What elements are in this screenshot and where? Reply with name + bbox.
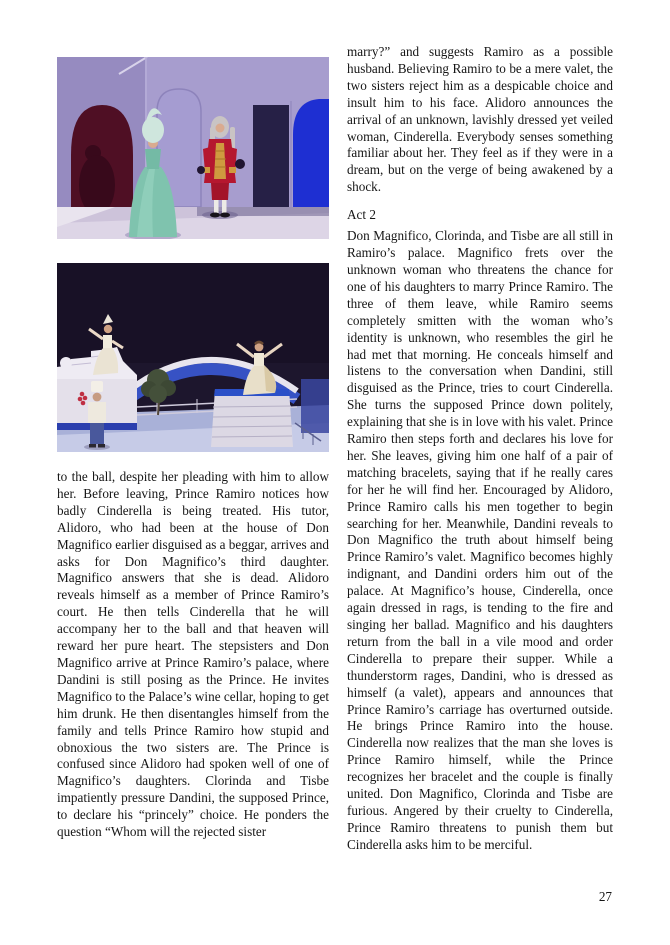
palace-scene-photo-illustration bbox=[57, 57, 329, 239]
right-column-paragraph-2: Don Magnifico, Clorinda, and Tisbe are all still in Ramiro’s palace. Magnifico frets over the unknown woman who threatens the chance for one of his daughters to marry Prince Ramiro. The three of them leave, while Ramiro seems completely smitten with the woman who’s identity is unknown, who resembles the girl he had met that morning. He conceals himself and listens to the conversation when Dandini, still disguised as the Prince, tries to court Cinderella. She turns the supposed Prince down politely, explaining that she is in love with his valet. Prince Ramiro then steps forth and declares his love for her. She leaves, giving him one half of a pair of matching bracelets, saying that if he really cares for her he will find her. Encouraged by Alidoro, Prince Ramiro calls his men together to begin searching for her. Meanwhile, Dandini reveals to Don Magnifico the truth about himself being Prince Ramiro’s valet. Magnifico becomes highly indignant, and Dandini orders him out of the palace. At Magnifico’s house, Cinderella, once again dressed in rags, is tending to the fire and singing her ballad. Magnifico and his daughters return from the ball in a vile mood and order Cinderella to prepare their supper. While a thunderstorm rages, Dandini, who is dressed as himself (a valet), appears and announces that Prince Ramiro’s carriage has overturned outside. He brings Prince Ramiro into the house. Cinderella now realizes that the man she loves is Prince Ramiro himself, while the Prince recognizes her bracelet and the couple is finally united. Don Magnifico, Clorinda and Tisbe are furious. Angered by their cruelty to Cinderella, Prince Ramiro threatens to punish them but Cinderella asks him to be merciful. bbox=[347, 228, 613, 852]
right-column bbox=[347, 44, 613, 854]
left-column-paragraph: to the ball, despite her pleading with him to allow her. Before leaving, Prince Ramiro notices how badly Cinderella is being treated. His tutor, Alidoro, who had been at the house of Don Magnifico earlier disguised as a beggar, arrives and asks for Don Magnifico’s third daughter. Magnifico answers that she is dead. Alidoro reveals himself as a member of Prince Ramiro’s court. He then tells Cinderella that he will accompany her to the ball and that heaven will reward her pure heart. The stepsisters and Don Magnifico arrive at Prince Ramiro’s palace, where Dandini is still posing as the Prince. He invites Magnifico to the Palace’s wine cellar, hoping to get him drunk. He then disentangles himself from the family and tells Prince Ramiro how stupid and obnoxious the two sisters are. The Prince is confused since Alidoro had spoken well of one of Magnifico’s daughters. Clorinda and Tisbe impatiently pressure Dandini, the supposed Prince, to declare his “princely” choice. He ponders the question “Whom will the rejected sister bbox=[57, 469, 329, 840]
right-column-paragraph-1: marry?” and suggests Ramiro as a possible husband. Believing Ramiro to be a mere valet, the two sisters reject him as a despicable choice and insult him to his face. Alidoro announces the arrival of an unknown, lavishly dressed yet veiled woman, Cinderella. Everybody senses something familiar about her. They feel as if they were in a dream, but on the verge of being awakened by a shock. bbox=[347, 44, 613, 195]
performance-photo-2 bbox=[57, 263, 329, 452]
night-bridge-scene-photo-illustration bbox=[57, 263, 329, 452]
left-column bbox=[57, 57, 329, 841]
page-number: 27 bbox=[598, 889, 612, 904]
act-2-heading: Act 2 bbox=[347, 207, 376, 223]
performance-photo-1 bbox=[57, 57, 329, 239]
